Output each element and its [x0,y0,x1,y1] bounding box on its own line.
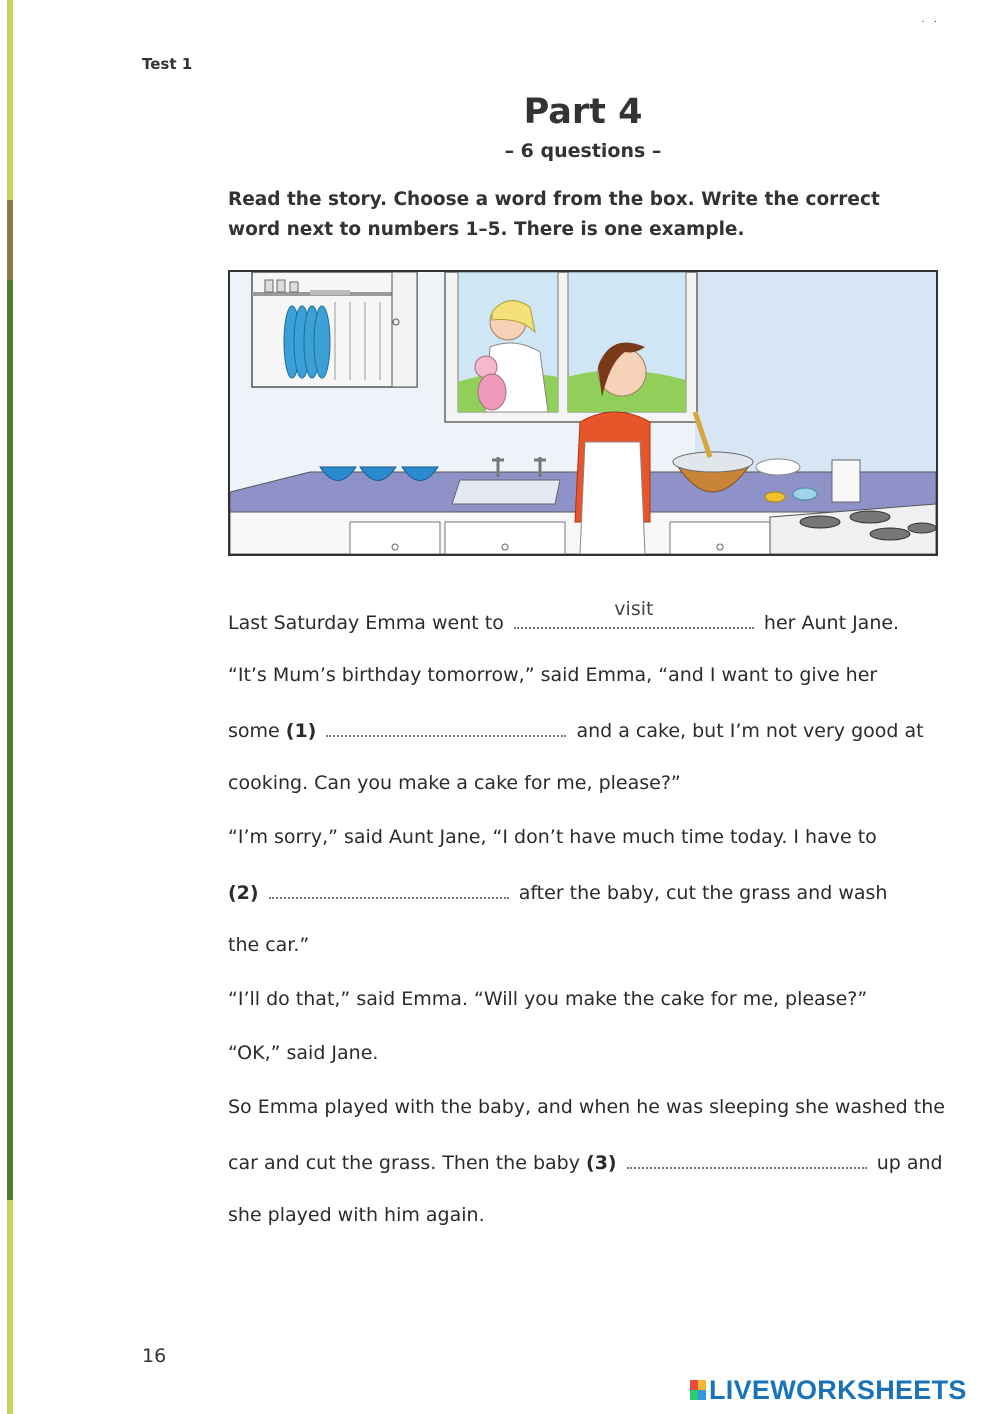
story-text-segment: up and [876,1152,943,1174]
story-line [228,598,948,659]
part-subtitle: – 6 questions – [504,140,662,162]
logo-square [698,1390,706,1400]
story-text-segment: her Aunt Jane. [763,612,900,634]
liveworksheets-logo[interactable] [690,1376,967,1404]
story-line [228,713,948,767]
story-line [228,875,948,929]
story-line: cooking. Can you make a cake for me, please?” [228,772,681,794]
corner-marks: . . [921,14,940,25]
test-label: Test 1 [142,55,193,73]
story-line: “It’s Mum’s birthday tomorrow,” said Emma, “and I want to give her [228,664,878,686]
story-text-segment: Last Saturday Emma went to [228,612,504,634]
example-answer-blank [514,598,754,629]
story-line: “OK,” said Jane. [228,1042,379,1064]
question-number-2: (2) [228,882,259,904]
story-line: “I’m sorry,” said Aunt Jane, “I don’t have much time today. I have to [228,826,877,848]
liveworksheets-logo-icon [690,1380,706,1400]
answer-input-1[interactable] [326,713,566,737]
answer-input-2[interactable] [269,875,509,899]
logo-square [690,1390,698,1400]
story-text-segment: some [228,720,280,742]
page-number: 16 [142,1345,167,1367]
story-text-segment: after the baby, cut the grass and wash [518,882,888,904]
instructions: Read the story. Choose a word from the box. Write the correct word next to numbers 1–5. There is one example. [228,189,880,240]
story-line [228,1145,948,1199]
story-line: “I’ll do that,” said Emma. “Will you make the cake for me, please?” [228,988,868,1010]
story-text-segment: and a cake, but I’m not very good at [576,720,924,742]
question-number-1: (1) [285,720,317,742]
question-number-3: (3) [586,1152,617,1174]
story-line: she played with him again. [228,1204,485,1226]
answer-input-3[interactable] [627,1145,867,1169]
logo-text: LIVEWORKSHEETS [709,1374,967,1405]
story-line: the car.” [228,934,310,956]
example-answer: visit [614,598,654,620]
logo-square [698,1380,706,1390]
kitchen-scene-illustration [228,270,938,556]
part-title: Part 4 [523,92,643,132]
logo-square [690,1380,698,1390]
page-edge-segment [7,280,13,1200]
story-text [228,598,948,1253]
page-edge-segment [7,200,13,280]
page-edge-bar [7,0,13,1414]
story-line: So Emma played with the baby, and when he was sleeping she washed the [228,1096,945,1118]
story-text-segment: car and cut the grass. Then the baby [228,1152,580,1174]
